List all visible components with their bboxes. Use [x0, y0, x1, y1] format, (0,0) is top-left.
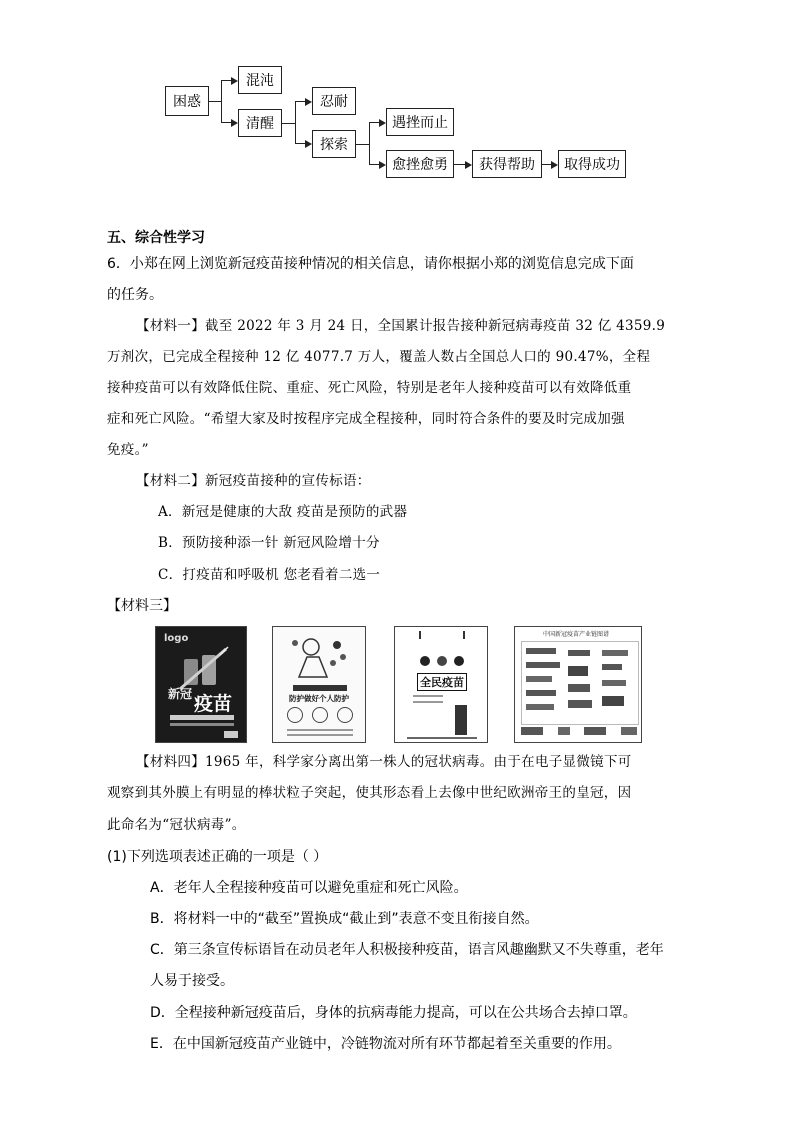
poster-industry-chain [514, 626, 642, 743]
arrow-head [305, 140, 312, 148]
arrow-head [231, 119, 238, 127]
logo-block [568, 700, 592, 708]
poster-text-lines [413, 695, 443, 697]
poster-text-lines [287, 734, 353, 736]
material4-line: 观察到其外膜上有明显的棒状粒子突起，使其形态看上去像中世纪欧洲帝王的皇冠，因 [107, 785, 632, 801]
material1-line: 接种疫苗可以有效降低住院、重症、死亡风险，特别是老年人接种疫苗可以有效降低重 [107, 380, 632, 396]
slogan-option-c: C．打疫苗和呼吸机 您老看着二选一 [158, 567, 381, 583]
material4-line: 此命名为“冠状病毒”。 [107, 817, 246, 833]
circle-icon [312, 707, 328, 723]
connector [369, 122, 379, 123]
logo-block [602, 680, 626, 686]
poster-caption: 中国新冠疫苗产业链图谱 [543, 631, 610, 638]
connector [221, 122, 231, 123]
connector [295, 101, 305, 102]
question-6-line1: 6．小郑在网上浏览新冠疫苗接种情况的相关信息，请你根据小郑的浏览信息完成下面 [107, 256, 634, 272]
answer-option-d: D．全程接种新冠疫苗后，身体的抗病毒能力提高，可以在公共场合去掉口罩。 [150, 1005, 637, 1021]
poster-strip [170, 715, 234, 720]
material1-line: 万剂次，已完成全程接种 12 亿 4077.7 万人，覆盖人数占全国总人口的 90.47%，全程 [107, 349, 651, 365]
section-heading: 五、综合性学习 [107, 230, 205, 246]
poster-footer-logos [521, 727, 637, 737]
connector [282, 123, 295, 124]
arrow-head [379, 161, 386, 169]
connector [369, 122, 370, 165]
logo-block [521, 727, 543, 735]
connector [221, 80, 231, 81]
logo-block [584, 727, 606, 735]
logo-block [568, 666, 588, 676]
arrow-head [551, 161, 558, 169]
slogan-option-b: B．预防接种添一针 新冠风险增十分 [158, 535, 380, 551]
answer-option-c: C．第三条宣传标语旨在动员老年人积极接种疫苗，语言风趣幽默又不失尊重，老年 [150, 942, 664, 958]
poster-caption: 防护做好个人防护 [289, 694, 349, 703]
logo-block [621, 727, 637, 735]
arrow-head [305, 98, 312, 106]
answer-option-b: B．将材料一中的“截至”置换成“截止到”表意不变且衔接自然。 [150, 911, 539, 927]
poster-grid [521, 641, 639, 725]
poster-badge [224, 731, 238, 738]
poster-logo-text: logo [164, 633, 189, 644]
answer-option-e: E．在中国新冠疫苗产业链中，冷链物流对所有环节都起着至关重要的作用。 [150, 1036, 621, 1052]
logo-block [526, 704, 554, 710]
node-yucuo-yuyong: 愈挫愈勇 [386, 150, 454, 178]
logo-block [558, 727, 570, 735]
poster-base [407, 737, 477, 739]
poster-hanger [419, 631, 421, 639]
logo-block [568, 650, 590, 656]
vial-icon [455, 705, 467, 735]
material1-line: 症和死亡风险。“希望大家及时按程序完成全程接种，同时符合条件的要及时完成加强 [107, 411, 625, 427]
connector [221, 80, 222, 123]
poster-dark-band [293, 685, 347, 691]
arrow-head [465, 161, 472, 169]
logo-block [602, 696, 624, 706]
poster-text-lines [413, 701, 443, 703]
logo-block [526, 676, 552, 682]
logo-block [602, 650, 628, 656]
poster-hanger [463, 631, 465, 639]
logo-block [602, 664, 622, 670]
poster-text-lines [287, 729, 353, 731]
material2-title: 【材料二】新冠疫苗接种的宣传标语： [136, 473, 371, 489]
logo-block [568, 684, 590, 692]
poster-personal-protection [272, 626, 366, 743]
poster-title-1: 新冠 [168, 687, 193, 701]
poster-national-vaccine [394, 626, 488, 743]
poster-caption: 全民疫苗 [417, 673, 467, 691]
question-6-line2: 的任务。 [107, 287, 163, 303]
connector [454, 164, 465, 165]
logo-block [526, 690, 556, 696]
node-huode-bangzhu: 获得帮助 [472, 150, 542, 178]
poster-strip [170, 723, 234, 726]
node-qude-chenggong: 取得成功 [558, 150, 626, 178]
doctor-illustration-icon [287, 633, 353, 683]
circle-icon [287, 707, 303, 723]
arrow-head [379, 119, 386, 127]
logo-block [526, 662, 560, 668]
node-hundun: 混沌 [238, 66, 282, 94]
poster-title-2: 疫苗 [194, 693, 233, 715]
node-qingxing: 清醒 [238, 109, 282, 137]
connector [295, 101, 296, 144]
question-1-stem: (1)下列选项表述正确的一项是（ ） [107, 849, 328, 865]
material1-line: 【材料一】截至 2022 年 3 月 24 日，全国累计报告接种新冠病毒疫苗 32 亿 4359.9 [136, 318, 666, 334]
poster-vaccine-dark [155, 626, 247, 743]
node-rennai: 忍耐 [312, 87, 356, 115]
circle-icon [337, 707, 353, 723]
node-tansuo: 探索 [312, 130, 356, 158]
connector [356, 144, 369, 145]
answer-option-c-cont: 人易于接受。 [150, 973, 234, 989]
poster-icon-row [287, 707, 353, 725]
logo-block [526, 648, 556, 654]
connector [542, 164, 551, 165]
material4-line: 【材料四】1965 年，科学家分离出第一株人的冠状病毒。由于在电子显微镜下可 [136, 754, 632, 770]
answer-option-a: A．老年人全程接种疫苗可以避免重症和死亡风险。 [150, 880, 468, 896]
node-kunhuo: 困惑 [165, 86, 209, 116]
connector [295, 143, 305, 144]
node-yucuo-erzhi: 遇挫而止 [386, 108, 454, 136]
connector [369, 164, 379, 165]
arrow-head [231, 77, 238, 85]
slogan-option-a: A．新冠是健康的大敌 疫苗是预防的武器 [158, 504, 408, 520]
connector [209, 101, 221, 102]
material3-title: 【材料三】 [107, 598, 177, 614]
people-icon [417, 653, 467, 669]
material1-line: 免疫。” [107, 442, 149, 458]
